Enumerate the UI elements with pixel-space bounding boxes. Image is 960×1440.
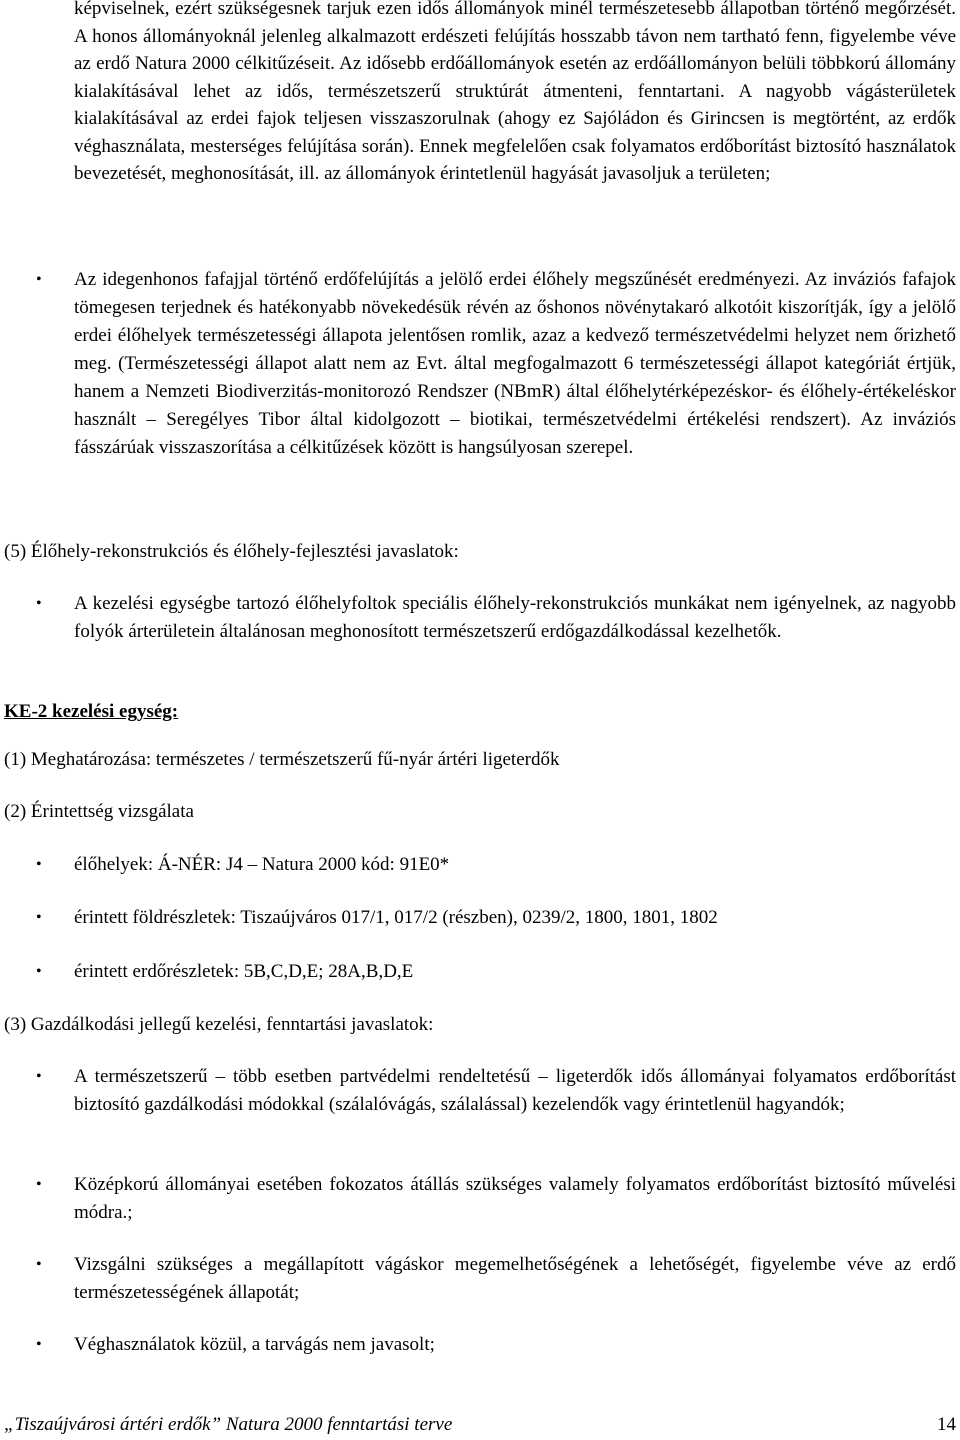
list-item-text: élőhelyek: Á-NÉR: J4 – Natura 2000 kód: 91E0*: [74, 854, 450, 875]
list-item-text: A természetszerű – több esetben partvédelmi rendeltetésű – ligeterdők idős állományai folyamatos erdőborítást biztosító gazdálkodási módokkal (szálalóvágás, szálalással) kezelendők vagy érintetlenül hagyandók;: [74, 1066, 956, 1115]
bullet-icon: •: [36, 856, 42, 873]
bullet-icon: •: [36, 1176, 42, 1193]
list-item: [0, 851, 960, 879]
bullet-list-management-3: [0, 1251, 960, 1307]
bullet-icon: •: [36, 595, 42, 612]
list-item: [0, 590, 960, 646]
bullet-icon: •: [36, 271, 42, 288]
bullet-list-management: [0, 1063, 960, 1119]
list-item-text: Véghasználatok közül, a tarvágás nem javasolt;: [74, 1334, 435, 1355]
page-footer: [4, 1412, 956, 1438]
list-item-text: A kezelési egységbe tartozó élőhelyfoltok speciális élőhely-rekonstrukciós munkákat nem igényelnek, az nagyobb folyók árterületein általánosan meghonosított természetszerű erdőgazdálkodással kezelhetők.: [74, 593, 956, 642]
section-heading-1: (1) Meghatározása: természetes / természetszerű fű-nyár ártéri ligeterdők: [4, 749, 560, 770]
page-number: 14: [937, 1414, 956, 1435]
list-item-text: érintett földrészletek: Tiszaújváros 017/1, 017/2 (részben), 0239/2, 1800, 1801, 1802: [74, 907, 718, 928]
list-item-text: Vizsgálni szükséges a megállapított vágáskor megemelhetőségének a lehetőségét, figyelembe véve az erdő természetességének állapotát;: [74, 1254, 956, 1303]
bullet-list-reconstruction: [0, 590, 960, 646]
section-heading-3: (3) Gazdálkodási jellegű kezelési, fenntartási javaslatok:: [4, 1014, 434, 1035]
section-heading-5: (5) Élőhely-rekonstrukciós és élőhely-fejlesztési javaslatok:: [4, 541, 459, 562]
footer-document-title: „Tiszaújvárosi ártéri erdők” Natura 2000 fenntartási terve: [4, 1414, 453, 1435]
bullet-list-affected-parcels: [0, 904, 960, 932]
list-item-text: Az idegenhonos fafajjal történő erdőfelújítás a jelölő erdei élőhely megszűnését eredményezi. Az inváziós fafajok tömegesen terjednek és hatékonyabb növekedésük révén az őshonos növénytakaró alkotóit kiszorítják, így a jelölő erdei élőhelyek természetességi állapota jelentősen romlik, azaz a kedvező természetvédelmi helyzet nem őrizhető meg. (Természetességi állapot alatt nem az Evt. által megfogalmazott 6 természetességi állapot kategóriát értjük, hanem a Nemzeti Biodiverzitás-monitorozó Rendszer (NBmR) által élőhelytérképezéskor- és élőhely-értékeléskor használt – Seregélyes Tibor által kidolgozott – biotikai, természetvédelmi értékelési rendszert). Az inváziós fásszárúak visszaszorítása a célkitűzések között is hangsúlyosan szerepel.: [74, 269, 956, 458]
list-item: [0, 904, 960, 932]
list-item-text: érintett erdőrészletek: 5B,C,D,E; 28A,B,D,E: [74, 961, 414, 982]
bullet-icon: •: [36, 1256, 42, 1273]
bullet-list-management-4: [0, 1331, 960, 1359]
continuation-paragraph: képviselnek, ezért szükségesnek tarjuk ezen idős állományok minél természetesebb állapotban történő megőrzését. A honos állományoknál jelenleg alkalmazott erdészeti felújítás hosszabb távon nem tartható fenn, figyelembe véve az erdő Natura 2000 célkitűzéseit. Az idősebb erdőállományok esetén az erdőállományon belüli többkorú állomány kialakításával lehet az idős, természetszerű struktúrát átmenteni, fenntartani. A nagyobb vágásterületek kialakításával az erdei fajok teljesen visszaszorulnak (ahogy ez Sajóládon és Girincsen is megtörtént, az erdők véghasználata, mesterséges felújítása során). Ennek megfelelően csak folyamatos erdőborítást biztosító használatok bevezetését, meghonosítását, ill. az állományok érintetlenül hagyását javasoljuk a területen;: [74, 0, 956, 184]
management-unit-heading: KE-2 kezelési egység:: [4, 701, 179, 722]
bullet-list-affected: [0, 851, 960, 879]
list-item-text: Középkorú állományai esetében fokozatos átállás szükséges valamely folyamatos erdőborítást biztosító művelési módra.;: [74, 1174, 956, 1223]
bullet-icon: •: [36, 1336, 42, 1353]
section-heading-2: (2) Érintettség vizsgálata: [4, 801, 194, 822]
list-item: [0, 1251, 960, 1307]
bullet-list-affected-forest: [0, 958, 960, 986]
list-item: [0, 958, 960, 986]
bullet-icon: •: [36, 1068, 42, 1085]
bullet-icon: •: [36, 963, 42, 980]
bullet-list-invasive: [0, 266, 960, 462]
bullet-list-management-2: [0, 1171, 960, 1227]
list-item: [0, 1063, 960, 1119]
list-item: [0, 266, 960, 462]
list-item: [0, 1331, 960, 1359]
bullet-icon: •: [36, 909, 42, 926]
list-item: [0, 1171, 960, 1227]
